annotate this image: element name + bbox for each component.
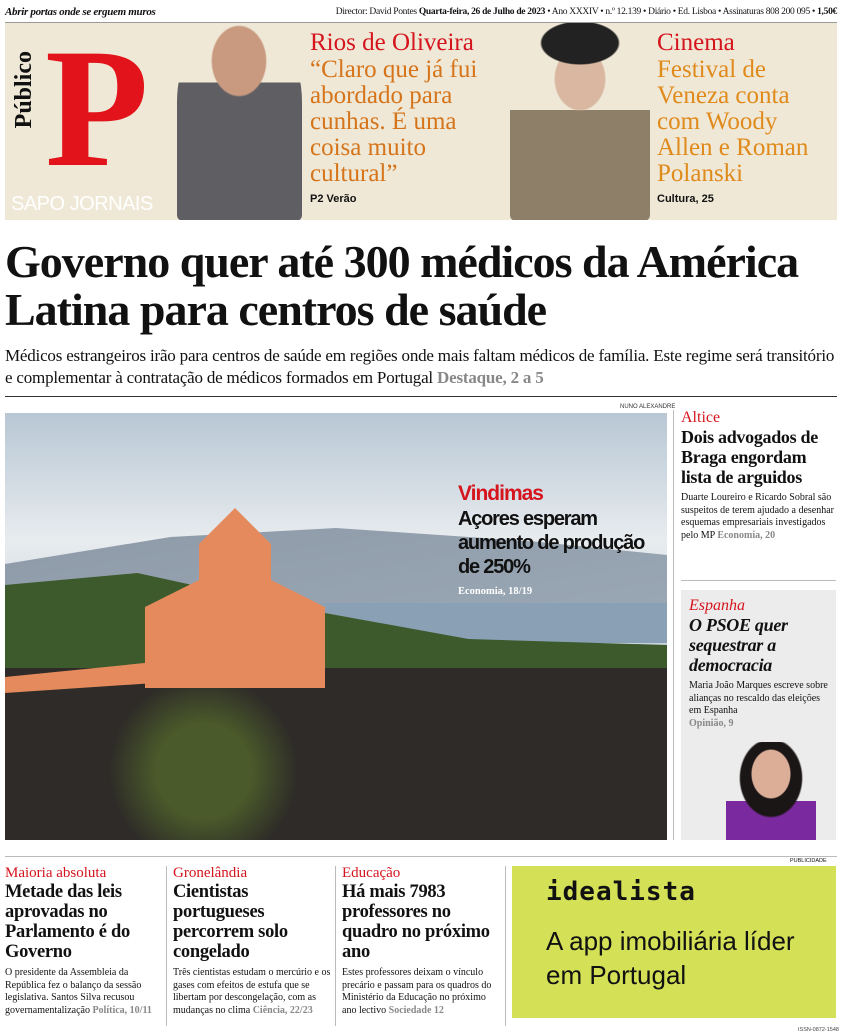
teaser-ref: Cultura, 25 — [657, 193, 714, 205]
side-text: Maria João Marques escreve sobre alianças no rescaldo das eleições em Espanha — [689, 680, 828, 716]
director: Director: David Pontes — [335, 7, 417, 17]
side-kicker: Altice — [681, 409, 721, 426]
side-story-altice[interactable] — [681, 408, 836, 542]
bottom-ref: Política, 10/11 — [92, 1004, 152, 1016]
bottom-kicker: Educação — [342, 865, 401, 881]
side-title: O PSOE quer sequestrar a democracia — [689, 615, 788, 675]
divider — [673, 410, 674, 840]
photo-woody-allen — [510, 22, 650, 220]
ad-idealista[interactable] — [512, 866, 836, 1018]
lead-ref: Destaque, 2 a 5 — [437, 368, 544, 387]
main-photo[interactable] — [5, 413, 667, 840]
tagline: Abrir portas onde se erguem muros — [5, 6, 156, 18]
lead-summary — [5, 345, 837, 389]
teaser-quote: “Claro que já fui abordado para cunhas. É uma coisa muito cultural” — [310, 56, 478, 187]
lead-text: Médicos estrangeiros irão para centros de saúde em regiões onde mais faltam médicos de família. Este regime será transitório e complementar à contratação de médicos formados em Portugal — [5, 346, 835, 387]
date: Quarta-feira, 26 de Julho de 2023 — [418, 7, 546, 17]
bottom-text: Três cientistas estudam o mercúrio e os gases com efeitos de estufa que se libertam por descongelação, com as mudanças no clima — [173, 967, 331, 1016]
bottom-title: Cientistas portugueses percorrem solo congelado — [173, 882, 288, 962]
bottom-story-2[interactable] — [173, 864, 333, 1017]
teaser-rios[interactable] — [310, 29, 505, 205]
side-title: Dois advogados de Braga engordam lista de arguidos — [681, 427, 818, 487]
bottom-kicker: Gronelândia — [173, 865, 248, 881]
price: 1,50€ — [817, 7, 837, 17]
teaser-ref: P2 Verão — [310, 193, 357, 205]
divider — [335, 866, 336, 1026]
photo-rios-de-oliveira — [177, 23, 302, 220]
side-story-espanha[interactable] — [681, 590, 836, 840]
bottom-ref: Ciência, 22/23 — [252, 1004, 313, 1016]
bottom-ref: Sociedade 12 — [388, 1004, 444, 1016]
masthead — [5, 22, 837, 220]
side-ref: Opinião, 9 — [689, 717, 734, 729]
side-text: Duarte Loureiro e Ricardo Sobral são suspeitos de terem ajudado a desenhar esquemas empresariais investigados pelo MP — [681, 492, 835, 541]
ad-label: PUBLICIDADE — [790, 858, 827, 864]
photo-credit: NUNO ALEXANDRE — [620, 404, 676, 410]
divider — [5, 856, 837, 857]
issn: ISSN-0872-1548 — [798, 1027, 839, 1033]
watermark: SAPO JORNAIS — [11, 193, 153, 215]
divider — [505, 866, 506, 1026]
top-bar — [5, 4, 837, 20]
teaser-cinema[interactable] — [657, 29, 837, 205]
photo-ref: Economia, 18/19 — [458, 586, 533, 597]
teaser-title: Festival de Veneza conta com Woody Allen e Roman Polanski — [657, 56, 809, 187]
bottom-story-3[interactable] — [342, 864, 502, 1017]
divider — [681, 580, 836, 581]
teaser-kicker: Cinema — [657, 29, 735, 56]
side-kicker: Espanha — [689, 597, 745, 614]
logo[interactable]: P — [45, 22, 149, 202]
bottom-title: Metade das leis aprovadas no Parlamento é do Governo — [5, 882, 130, 962]
divider — [5, 396, 837, 397]
side-ref: Economia, 20 — [717, 529, 776, 541]
bottom-kicker: Maioria absoluta — [5, 865, 107, 881]
bottom-title: Há mais 7983 professores no quadro no próximo ano — [342, 882, 490, 962]
issue-meta — [336, 4, 837, 20]
photo-kicker: Vindimas — [458, 482, 543, 505]
bottom-text: O presidente da Assembleia da República fez o balanço da sessão legislativa. Santos Silva recusou governamentalização — [5, 967, 142, 1016]
bottom-text: Estes professores deixam o vínculo precário e passam para os quadros do Ministério da Educação no próximo ano lectivo — [342, 967, 492, 1016]
logo-wordmark: Público — [11, 51, 37, 129]
photo-title: Açores esperam aumento de produção de 250% — [458, 508, 645, 578]
issue-details: • Ano XXXIV • n.º 12.139 • Diário • Ed. Lisboa • Assinaturas 808 200 095 • — [547, 7, 816, 17]
ad-text: A app imobiliária líder em Portugal — [546, 926, 795, 990]
lead-headline[interactable]: Governo quer até 300 médicos da América Latina para centros de saúde — [5, 236, 799, 335]
ad-brand: idealista — [546, 877, 696, 907]
divider — [166, 866, 167, 1026]
columnist-photo — [726, 742, 816, 840]
stone-walls — [5, 668, 667, 840]
bottom-story-1[interactable] — [5, 864, 163, 1017]
photo-story[interactable] — [458, 481, 663, 599]
teaser-kicker: Rios de Oliveira — [310, 29, 474, 56]
